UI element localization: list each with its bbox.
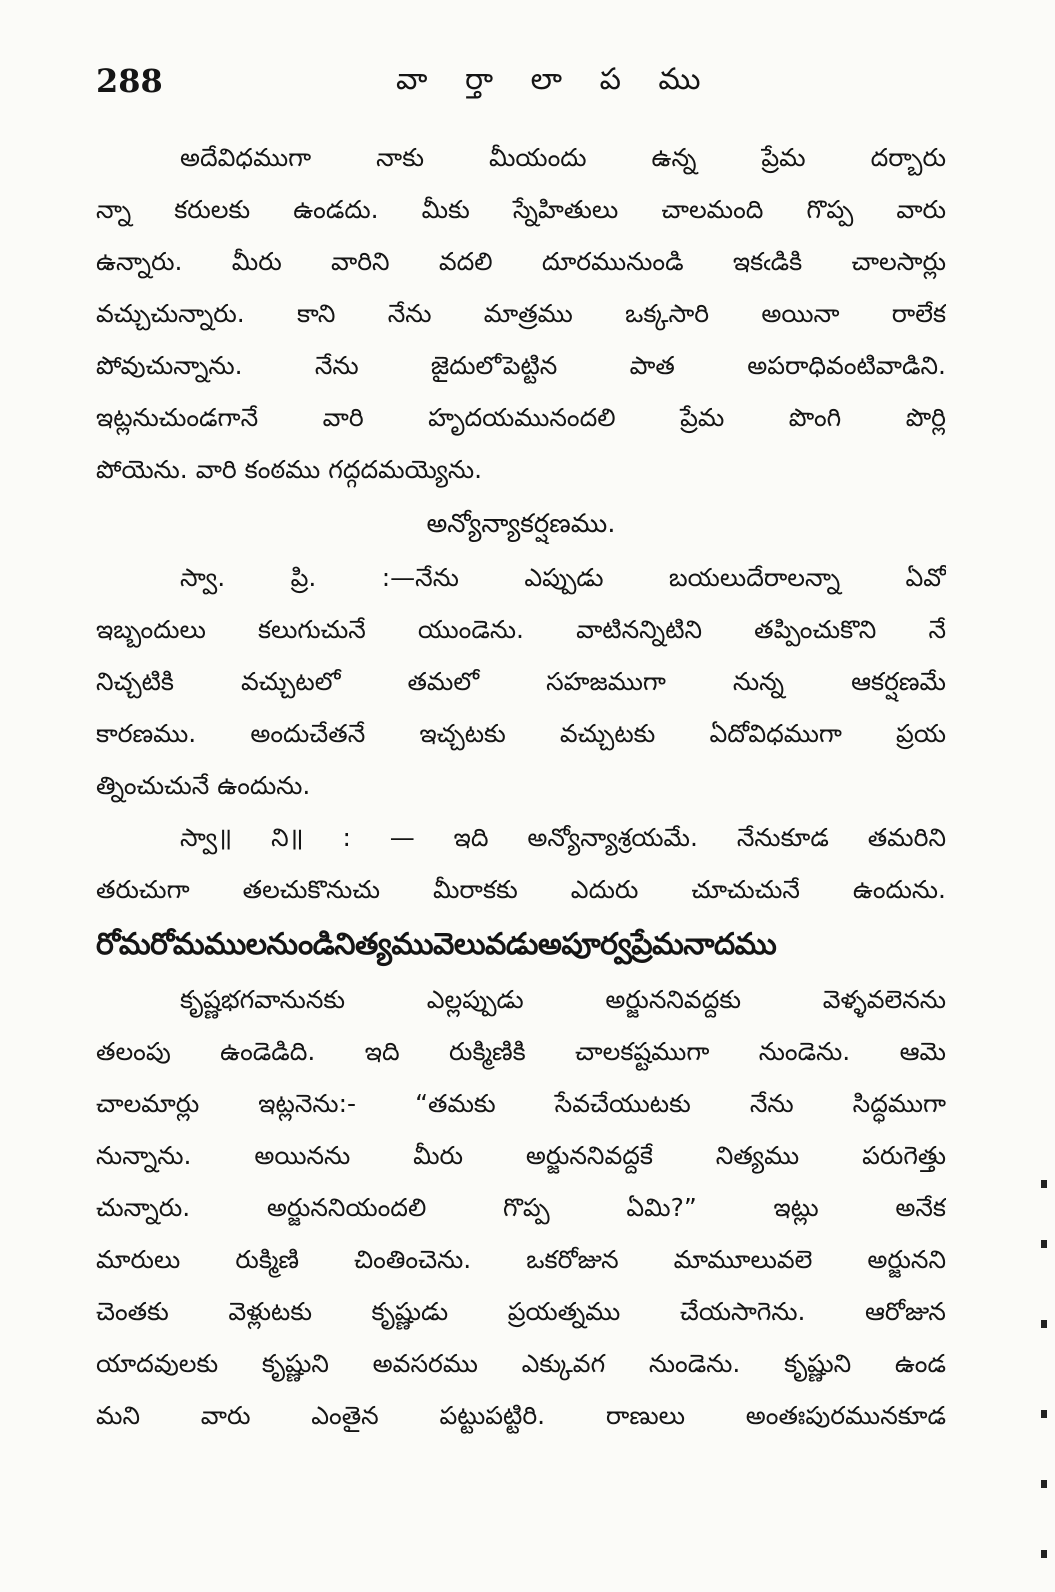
text-line: యాదవులకు కృష్ణుని అవసరము ఎక్కువగ నుండెను. కృష్ణుని ఉండ [96,1349,946,1378]
paragraph-1 [96,132,946,496]
paragraph-2 [96,552,946,812]
paragraph-4 [96,974,946,1442]
text-line: ఇబ్బందులు కలుగుచునే యుండెను. వాటినన్నిటిని తప్పించుకొని నే [96,615,946,644]
paragraph-3 [96,812,946,916]
page-header [96,62,946,112]
page-number: 288 [96,62,163,100]
text-line: ఉన్నారు. మీరు వారిని వదలి దూరమునుండి ఇకఁడికి చాలసార్లు [96,247,946,276]
text-line: నిచ్చటికి వచ్చుటలో తమలో సహజముగా నున్న ఆకర్షణమే [96,667,946,696]
text-line: చున్నారు. అర్జుననియందలి గొప్ప ఏమి?” ఇట్లు అనేక [96,1193,946,1222]
binding-edge-marks [1041,1180,1049,1580]
text-line: పోయెను. వారి కంఠము గద్గదమయ్యెను. [96,455,483,484]
text-line: స్వా॥ ని॥ : — ఇది అన్యోన్యాశ్రయమే. నేనుకూడ తమరిని [180,823,946,852]
text-line: తరుచుగా తలచుకొనుచు మీరాకకు ఎదురు చూచుచునే ఉందును. [96,875,946,904]
text-line: మారులు రుక్మిణి చింతించెను. ఒకరోజున మామూలువలె అర్జునని [96,1245,946,1274]
section-subheading: అన్యోన్యాకర్షణము. [426,509,616,539]
text-line: కృష్ణభగవానునకు ఎల్లప్పుడు అర్జుననివద్దకు వెళ్ళవలెనను [180,985,946,1014]
text-line: వచ్చుచున్నారు. కాని నేను మాత్రము ఒక్కసారి అయినా రాలేక [96,299,946,328]
running-title: వా ర్తా లా ప ము [396,62,715,97]
text-line: చెంతకు వెళ్లుటకు కృష్ణుడు ప్రయత్నము చేయసాగెను. ఆరోజున [96,1297,946,1326]
section-heading: రోమరోమములనుండినిత్యమువెలువడుఅపూర్వప్రేమనాదము [96,927,777,962]
text-line: స్వా. ప్రి. :—నేను ఎప్పుడు బయలుదేరాలన్నా ఏవో [180,563,946,592]
text-line: నున్నాను. అయినను మీరు అర్జుననివద్దకే నిత్యము పరుగెత్తు [96,1141,946,1170]
text-line: త్నించుచునే ఉందును. [96,771,311,800]
text-line: కారణము. అందుచేతనే ఇచ్చటకు వచ్చుటకు ఏదోవిధముగా ప్రయ [96,719,946,748]
text-line: మని వారు ఎంతైన పట్టుపట్టిరి. రాణులు అంతఃపురమునకూడ [96,1401,946,1430]
text-line: ఇట్లనుచుండగానే వారి హృదయమునందలి ప్రేమ పొంగి పొర్లి [96,403,946,432]
text-line: న్నా కరులకు ఉండదు. మీకు స్నేహితులు చాలమంది గొప్ప వారు [96,195,946,224]
text-line: అదేవిధముగా నాకు మీయందు ఉన్న ప్రేమ దర్బారు [180,143,946,172]
text-line: చాలమార్లు ఇట్లనెను:- “తమకు సేవచేయుటకు నేను సిద్ధముగా [96,1089,946,1118]
text-line: తలంపు ఉండెడిది. ఇది రుక్మిణికి చాలకష్టముగా నుండెను. ఆమె [96,1037,946,1066]
body-text [96,132,946,1442]
text-line: పోవుచున్నాను. నేను జైదులోపెట్టిన పాత అపరాధివంటివాడిని. [96,351,946,380]
